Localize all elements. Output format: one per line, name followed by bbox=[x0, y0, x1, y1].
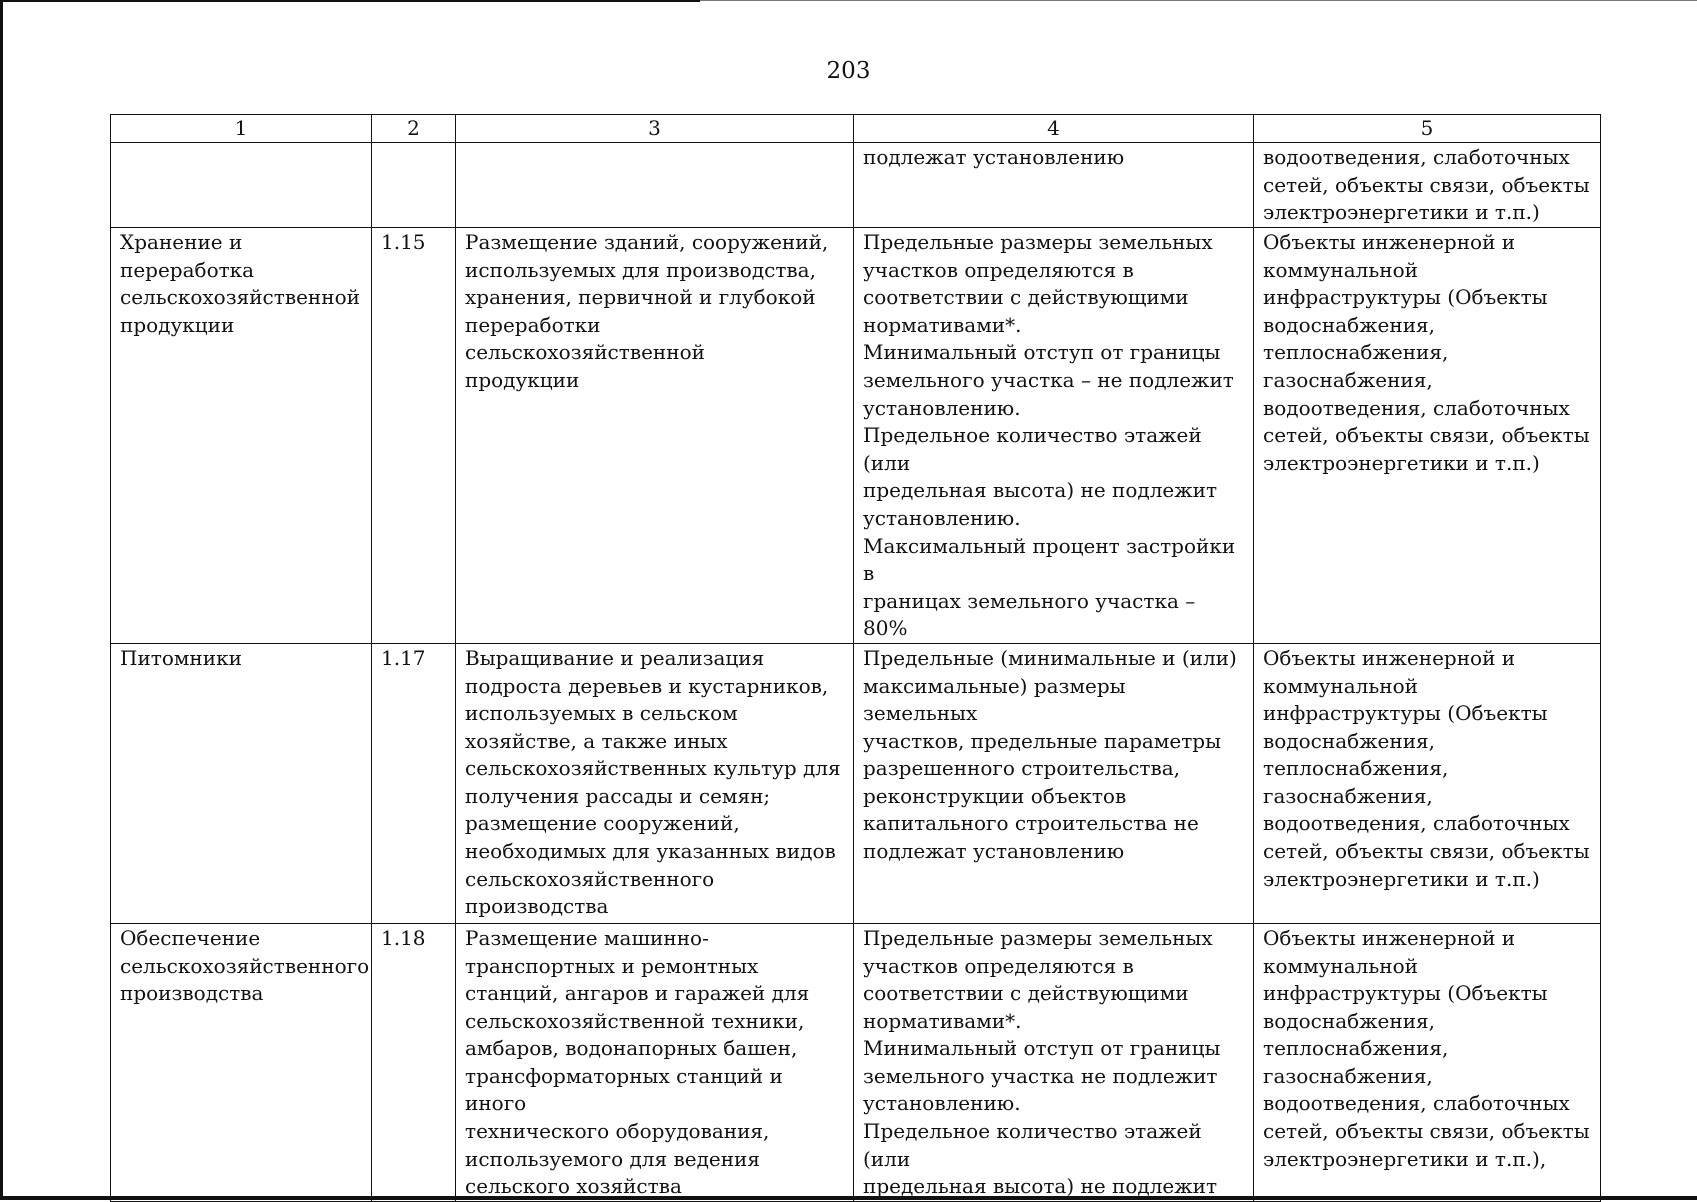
cell-land-use-description: Размещение зданий, сооружений, используемых для производства, хранения, первичной и глубокой переработки сельскохозяйственной продукции bbox=[456, 228, 854, 644]
table-row-continuation bbox=[111, 143, 1601, 228]
cell-land-use-name bbox=[111, 143, 372, 228]
cell-parameters: Предельные размеры земельных участков определяются в соответствии с действующими нормативами*. Минимальный отступ от границы земельного участка не подлежит установлению. Предельное количество этажей (или предельная высота) не подлежит bbox=[854, 923, 1254, 1201]
column-header-1: 1 bbox=[111, 115, 372, 143]
cell-parameters: Предельные (минимальные и (или) максимальные) размеры земельных участков, предельные параметры разрешенного строительства, реконструкции объектов капитального строительства не подлежат установлению bbox=[854, 643, 1254, 923]
land-use-table bbox=[110, 114, 1601, 1202]
table-row-1-18 bbox=[111, 923, 1601, 1201]
scan-edge-top-right bbox=[700, 0, 1697, 1]
cell-land-use-code: 1.17 bbox=[372, 643, 456, 923]
cell-auxiliary-uses: Объекты инженерной и коммунальной инфраструктуры (Объекты водоснабжения, теплоснабжения, газоснабжения, водоотведения, слаботочных сетей, объекты связи, объекты электроэнергетики и т.п.) bbox=[1254, 643, 1601, 923]
cell-auxiliary-uses: водоотведения, слаботочных сетей, объекты связи, объекты электроэнергетики и т.п.) bbox=[1254, 143, 1601, 228]
cell-land-use-code: 1.18 bbox=[372, 923, 456, 1201]
table-header-row bbox=[111, 115, 1601, 143]
page-number: 203 bbox=[826, 58, 871, 84]
scan-edge-top bbox=[0, 0, 700, 2]
table-row-1-17 bbox=[111, 643, 1601, 923]
column-header-5: 5 bbox=[1254, 115, 1601, 143]
cell-land-use-name: Обеспечение сельскохозяйственного производства bbox=[111, 923, 372, 1201]
cell-parameters: подлежат установлению bbox=[854, 143, 1254, 228]
column-header-4: 4 bbox=[854, 115, 1254, 143]
cell-auxiliary-uses: Объекты инженерной и коммунальной инфраструктуры (Объекты водоснабжения, теплоснабжения, газоснабжения, водоотведения, слаботочных сетей, объекты связи, объекты электроэнергетики и т.п.), bbox=[1254, 923, 1601, 1201]
scan-edge-left bbox=[0, 0, 3, 1200]
cell-parameters: Предельные размеры земельных участков определяются в соответствии с действующими нормативами*. Минимальный отступ от границы земельного участка – не подлежит установлению. Предельное количество этажей (или предельная высота) не подлежит установлению. Максимальный процент застройки в границах земельного участка – 80% bbox=[854, 228, 1254, 644]
cell-land-use-name: Хранение и переработка сельскохозяйственной продукции bbox=[111, 228, 372, 644]
cell-land-use-description: Выращивание и реализация подроста деревьев и кустарников, используемых в сельском хозяйстве, а также иных сельскохозяйственных культур для получения рассады и семян; размещение сооружений, необходимых для указанных видов сельскохозяйственного производства bbox=[456, 643, 854, 923]
cell-land-use-code: 1.15 bbox=[372, 228, 456, 644]
cell-auxiliary-uses: Объекты инженерной и коммунальной инфраструктуры (Объекты водоснабжения, теплоснабжения, газоснабжения, водоотведения, слаботочных сетей, объекты связи, объекты электроэнергетики и т.п.) bbox=[1254, 228, 1601, 644]
cell-land-use-description: Размещение машинно- транспортных и ремонтных станций, ангаров и гаражей для сельскохозяйственной техники, амбаров, водонапорных башен, трансформаторных станций и иного технического оборудования, используемого для ведения сельского хозяйства bbox=[456, 923, 854, 1201]
cell-land-use-code bbox=[372, 143, 456, 228]
column-header-3: 3 bbox=[456, 115, 854, 143]
cell-land-use-name: Питомники bbox=[111, 643, 372, 923]
cell-land-use-description bbox=[456, 143, 854, 228]
column-header-2: 2 bbox=[372, 115, 456, 143]
table-row-1-15 bbox=[111, 228, 1601, 644]
